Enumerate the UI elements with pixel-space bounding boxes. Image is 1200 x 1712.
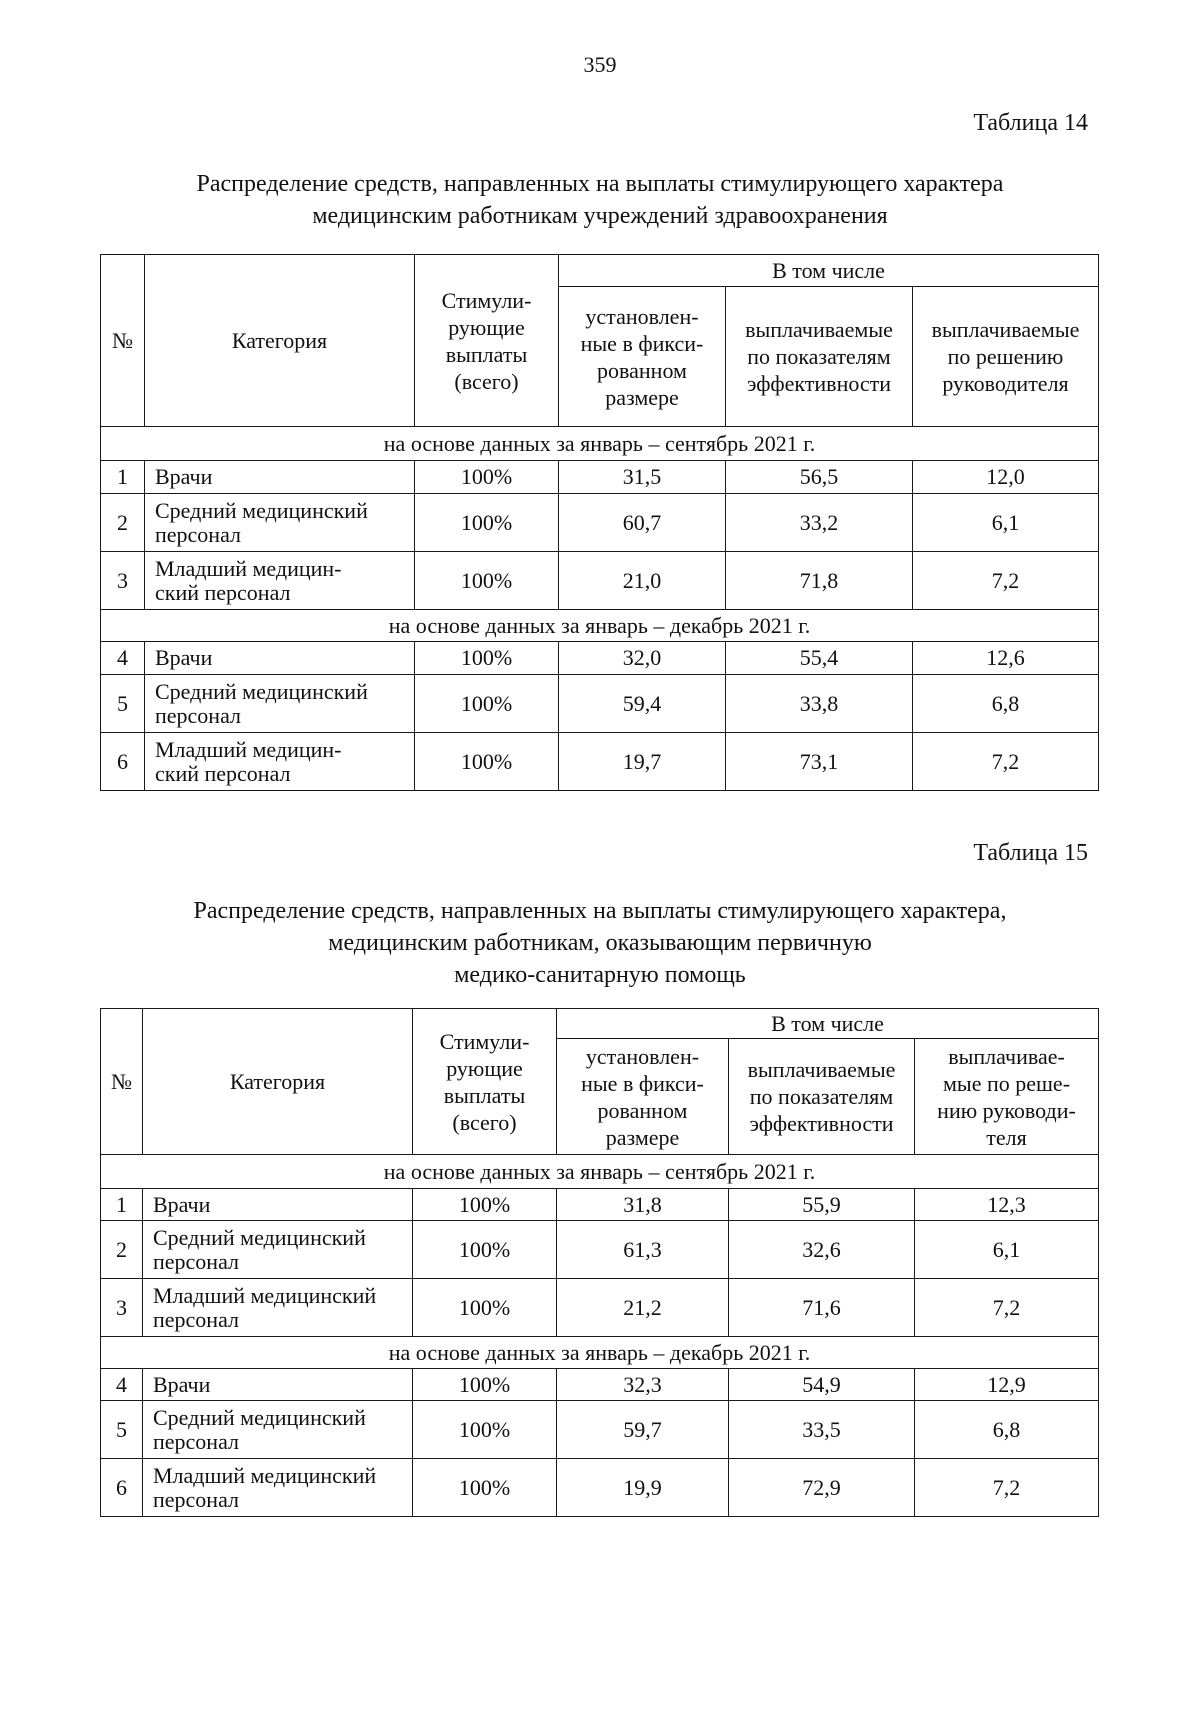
row-fixed: 32,0 <box>559 642 726 675</box>
row-efficiency: 54,9 <box>729 1369 915 1401</box>
row-total: 100% <box>415 461 559 494</box>
row-category: Врачи <box>145 642 415 675</box>
row-fixed: 60,7 <box>559 494 726 552</box>
table-15-title-line: Распределение средств, направленных на выплаты стимулирующего характера, <box>193 898 1007 924</box>
row-category: Средний медицинский персонал <box>145 494 415 552</box>
row-fixed: 32,3 <box>557 1369 729 1401</box>
header-manager: выплачиваемые по решению руководителя <box>913 287 1099 427</box>
row-total: 100% <box>415 642 559 675</box>
row-total: 100% <box>415 494 559 552</box>
row-efficiency: 33,2 <box>726 494 913 552</box>
row-total: 100% <box>413 1369 557 1401</box>
table-15-label: Таблица 15 <box>973 840 1088 866</box>
row-category: Младший медицин- ский персонал <box>145 733 415 791</box>
header-total: Стимули- рующие выплаты (всего) <box>415 255 559 427</box>
row-manager: 7,2 <box>915 1459 1099 1517</box>
row-category: Средний медицинский персонал <box>143 1401 413 1459</box>
row-category: Врачи <box>145 461 415 494</box>
row-manager: 12,3 <box>915 1189 1099 1221</box>
row-category: Младший медицин- ский персонал <box>145 552 415 610</box>
row-number: 5 <box>101 675 145 733</box>
table-14-title <box>100 168 1100 232</box>
row-number: 1 <box>101 1189 143 1221</box>
row-total: 100% <box>413 1459 557 1517</box>
row-category: Средний медицинский персонал <box>143 1221 413 1279</box>
header-including: В том числе <box>559 255 1099 287</box>
row-total: 100% <box>415 733 559 791</box>
row-total: 100% <box>413 1401 557 1459</box>
row-fixed: 21,2 <box>557 1279 729 1337</box>
header-fixed: установлен- ные в фикси- рованном размере <box>559 287 726 427</box>
table-14 <box>100 254 1099 791</box>
row-category: Младший медицинский персонал <box>143 1279 413 1337</box>
row-efficiency: 33,8 <box>726 675 913 733</box>
row-number: 6 <box>101 733 145 791</box>
header-no: № <box>101 1009 143 1155</box>
row-total: 100% <box>413 1221 557 1279</box>
header-efficiency: выплачиваемые по показателям эффективности <box>729 1039 915 1155</box>
row-efficiency: 56,5 <box>726 461 913 494</box>
row-efficiency: 71,6 <box>729 1279 915 1337</box>
period-row: на основе данных за январь – сентябрь 2021 г. <box>101 427 1099 461</box>
row-manager: 7,2 <box>913 552 1099 610</box>
row-fixed: 21,0 <box>559 552 726 610</box>
row-category: Врачи <box>143 1369 413 1401</box>
row-total: 100% <box>415 552 559 610</box>
row-efficiency: 71,8 <box>726 552 913 610</box>
table-15-title <box>100 895 1100 991</box>
row-manager: 6,8 <box>915 1401 1099 1459</box>
row-manager: 6,1 <box>913 494 1099 552</box>
row-number: 2 <box>101 1221 143 1279</box>
row-category: Младший медицинский персонал <box>143 1459 413 1517</box>
table-14-title-line: Распределение средств, направленных на выплаты стимулирующего характера <box>196 171 1004 197</box>
row-number: 6 <box>101 1459 143 1517</box>
row-fixed: 19,9 <box>557 1459 729 1517</box>
period-row: на основе данных за январь – сентябрь 2021 г. <box>101 1155 1099 1189</box>
header-including: В том числе <box>557 1009 1099 1039</box>
period-row: на основе данных за январь – декабрь 2021 г. <box>101 1337 1099 1369</box>
row-fixed: 19,7 <box>559 733 726 791</box>
row-manager: 7,2 <box>915 1279 1099 1337</box>
row-fixed: 59,7 <box>557 1401 729 1459</box>
row-category: Средний медицинский персонал <box>145 675 415 733</box>
row-efficiency: 73,1 <box>726 733 913 791</box>
page-number: 359 <box>583 52 617 77</box>
row-manager: 12,0 <box>913 461 1099 494</box>
table-14-label: Таблица 14 <box>973 110 1088 136</box>
header-category: Категория <box>143 1009 413 1155</box>
row-efficiency: 33,5 <box>729 1401 915 1459</box>
row-fixed: 59,4 <box>559 675 726 733</box>
row-manager: 6,8 <box>913 675 1099 733</box>
row-manager: 12,9 <box>915 1369 1099 1401</box>
row-number: 3 <box>101 552 145 610</box>
row-manager: 6,1 <box>915 1221 1099 1279</box>
row-total: 100% <box>413 1189 557 1221</box>
header-no: № <box>101 255 145 427</box>
row-category: Врачи <box>143 1189 413 1221</box>
row-efficiency: 55,4 <box>726 642 913 675</box>
row-manager: 7,2 <box>913 733 1099 791</box>
row-fixed: 31,8 <box>557 1189 729 1221</box>
row-number: 2 <box>101 494 145 552</box>
header-efficiency: выплачиваемые по показателям эффективности <box>726 287 913 427</box>
row-number: 4 <box>101 1369 143 1401</box>
row-total: 100% <box>413 1279 557 1337</box>
row-total: 100% <box>415 675 559 733</box>
row-number: 1 <box>101 461 145 494</box>
header-total: Стимули- рующие выплаты (всего) <box>413 1009 557 1155</box>
period-row: на основе данных за январь – декабрь 2021 г. <box>101 610 1099 642</box>
header-category: Категория <box>145 255 415 427</box>
row-fixed: 31,5 <box>559 461 726 494</box>
table-14-title-line: медицинским работникам учреждений здравоохранения <box>312 203 888 229</box>
header-fixed: установлен- ные в фикси- рованном размере <box>557 1039 729 1155</box>
table-15 <box>100 1008 1099 1517</box>
table-15-title-line: медико-санитарную помощь <box>454 962 746 988</box>
row-number: 3 <box>101 1279 143 1337</box>
row-number: 5 <box>101 1401 143 1459</box>
row-manager: 12,6 <box>913 642 1099 675</box>
row-efficiency: 72,9 <box>729 1459 915 1517</box>
row-efficiency: 55,9 <box>729 1189 915 1221</box>
header-manager: выплачивае- мые по реше- нию руководи- теля <box>915 1039 1099 1155</box>
row-efficiency: 32,6 <box>729 1221 915 1279</box>
table-15-title-line: медицинским работникам, оказывающим первичную <box>328 930 872 956</box>
row-fixed: 61,3 <box>557 1221 729 1279</box>
row-number: 4 <box>101 642 145 675</box>
